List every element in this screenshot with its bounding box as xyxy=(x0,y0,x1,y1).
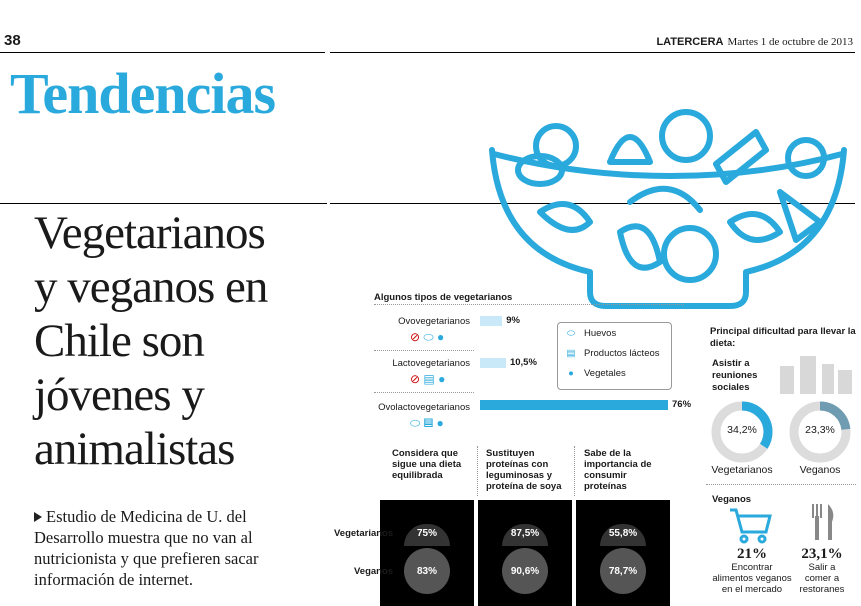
cabbage-icon xyxy=(664,228,716,280)
legend-label: Huevos xyxy=(584,327,617,339)
cart-icon xyxy=(728,506,774,544)
donut-value: 34,2% xyxy=(727,424,757,436)
row-label: Vegetarianos xyxy=(334,528,394,539)
apple-icon: ● xyxy=(568,367,574,379)
desc-line: alimentos veganos xyxy=(712,573,792,584)
lead-paragraph xyxy=(34,506,334,590)
type-label-ovolacto: Ovolactovegetarianos xyxy=(378,402,470,413)
headline-line: Vegetarianos xyxy=(34,207,265,259)
lead-line: Desarrollo muestra que no van al xyxy=(34,528,253,547)
habit-value: 83% xyxy=(416,566,437,577)
desc-line: comer a xyxy=(804,573,840,584)
bullet-triangle-icon xyxy=(34,512,42,522)
type-label-lacto: Lactovegetarianos xyxy=(392,358,470,369)
difficulty-title-line: dieta: xyxy=(710,338,736,349)
no-icon: ⊘ xyxy=(410,372,421,386)
page-header-right xyxy=(656,36,853,48)
desc-line: Salir a xyxy=(808,562,836,573)
legend-item xyxy=(558,363,671,383)
type-icons-lacto xyxy=(410,372,445,386)
type-bar xyxy=(480,316,502,326)
type-bar-value: 10,5% xyxy=(509,357,537,368)
donut-label: Veganos xyxy=(799,464,841,476)
legend-label: Vegetales xyxy=(584,367,626,379)
divider xyxy=(374,350,474,351)
habit-value: 87,5% xyxy=(510,528,540,539)
legend-item xyxy=(558,323,671,343)
subtitle-line: Asistir a xyxy=(712,358,750,369)
brand-name: LATERCERA xyxy=(656,36,724,48)
header-rule-right xyxy=(330,52,855,53)
type-bar xyxy=(480,358,506,368)
habit-column-head xyxy=(584,448,652,492)
row-label: Veganos xyxy=(354,566,394,577)
apple-icon: ● xyxy=(436,416,444,430)
divider xyxy=(706,484,856,485)
column-head-line: Considera que xyxy=(392,448,458,459)
headline-line: jóvenes y xyxy=(34,369,204,421)
section-title: Tendencias xyxy=(10,61,276,126)
no-icon: ⊘ xyxy=(410,330,421,344)
headline xyxy=(34,206,334,476)
milk-icon: ▤ xyxy=(423,416,434,430)
desc-line: en el mercado xyxy=(721,584,783,595)
lead-line: nutricionista y que prefieren sacar xyxy=(34,549,259,568)
party-icon xyxy=(770,346,860,396)
onion-icon xyxy=(610,137,650,162)
types-chart-title: Algunos tipos de vegetarianos xyxy=(374,292,513,303)
divider xyxy=(374,304,684,305)
column-head-line: consumir xyxy=(584,470,627,481)
divider xyxy=(477,446,478,496)
difficulty-subtitle xyxy=(712,358,757,394)
types-legend xyxy=(557,322,672,390)
divider xyxy=(574,446,575,496)
column-head-line: importancia de xyxy=(584,459,652,470)
type-label-ovo: Ovovegetarianos xyxy=(398,316,470,327)
salad-bowl-illustration xyxy=(480,92,860,317)
egg-icon: ⬭ xyxy=(410,416,421,430)
legend-item xyxy=(558,343,671,363)
column-head-line: sigue una dieta xyxy=(392,459,462,470)
subtitle-line: reuniones xyxy=(712,370,758,381)
tomato-icon xyxy=(662,112,710,160)
column-head-line: Sustituyen xyxy=(486,448,535,459)
desc-line: Encontrar xyxy=(731,562,773,573)
lead-line: información de internet. xyxy=(34,570,193,589)
habit-column-head xyxy=(486,448,562,492)
vegan-stat-desc xyxy=(786,562,858,595)
subtitle-line: sociales xyxy=(712,382,750,393)
egg-icon: ⬭ xyxy=(566,327,576,339)
milk-icon: ▤ xyxy=(423,372,435,386)
headline-line: Chile son xyxy=(34,315,204,367)
pepper-icon xyxy=(630,189,700,210)
habit-column-head xyxy=(392,448,461,481)
headline-line: y veganos en xyxy=(34,261,268,313)
vegan-stat-value: 23,1% xyxy=(801,546,843,562)
column-head-line: leguminosas y xyxy=(486,470,552,481)
column-head-line: proteínas con xyxy=(486,459,549,470)
lead-line: Estudio de Medicina de U. del xyxy=(46,507,247,526)
fork-knife-icon xyxy=(808,502,838,542)
type-icons-ovo xyxy=(410,330,444,345)
column-head-line: Sabe de la xyxy=(584,448,631,459)
desc-line: restoranes xyxy=(799,584,845,595)
apple-icon: ● xyxy=(438,372,446,386)
headline-line: animalistas xyxy=(34,423,235,475)
type-bar-value: 76% xyxy=(672,399,692,410)
donut-label: Vegetarianos xyxy=(711,464,773,476)
apple-icon: ● xyxy=(437,330,445,344)
type-bar xyxy=(480,400,668,410)
headline-rule xyxy=(0,203,327,204)
type-icons-ovolacto xyxy=(410,416,444,431)
donut-value: 23,3% xyxy=(805,424,835,436)
divider xyxy=(374,392,474,393)
column-head-line: equilibrada xyxy=(392,470,443,481)
lettuce-icon xyxy=(620,226,660,267)
habit-value: 55,8% xyxy=(608,528,638,539)
column-head-line: proteína de soya xyxy=(486,481,562,492)
type-bar-value: 9% xyxy=(506,315,520,326)
veganos-title: Veganos xyxy=(712,494,752,505)
column-head-line: proteínas xyxy=(584,481,627,492)
vegan-stat-value: 21% xyxy=(737,546,767,562)
habit-value: 75% xyxy=(416,528,437,539)
header-rule-left xyxy=(0,52,325,53)
page-number: 38 xyxy=(4,32,21,49)
egg-icon: ⬭ xyxy=(423,330,434,344)
milk-icon: ▤ xyxy=(566,347,576,359)
issue-date: Martes 1 de octubre de 2013 xyxy=(727,36,853,48)
leaf-icon xyxy=(730,214,780,240)
habit-value: 90,6% xyxy=(510,566,540,577)
difficulty-title-line: Principal dificultad para llevar la xyxy=(710,326,856,337)
broccoli-icon xyxy=(540,204,590,230)
legend-label: Productos lácteos xyxy=(584,347,660,359)
habit-value: 78,7% xyxy=(608,566,638,577)
